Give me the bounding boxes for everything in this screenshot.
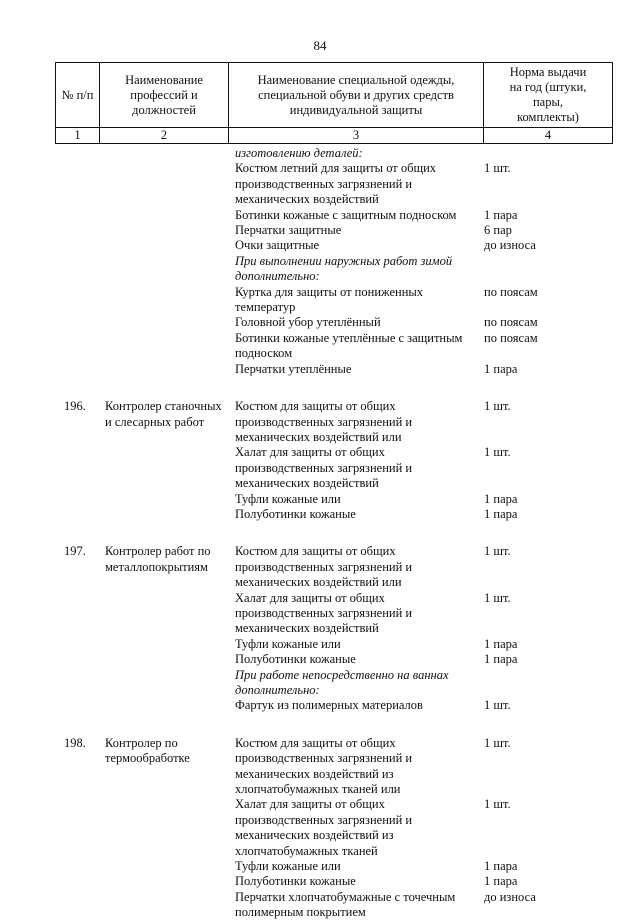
header-profession: Наименование профессий и должностей <box>100 63 229 128</box>
issue-norm: 1 шт. <box>484 445 511 460</box>
equipment-item <box>229 890 612 921</box>
equipment-name: Головной убор утеплённый <box>235 315 381 330</box>
table-row <box>55 544 612 713</box>
equipment-name: Перчатки защитные <box>235 223 342 238</box>
issue-norm: по поясам <box>484 330 538 345</box>
table-row <box>55 736 612 921</box>
issue-norm: 1 шт. <box>484 797 511 812</box>
equipment-list <box>229 399 612 522</box>
issue-norm: до износа <box>484 238 536 253</box>
equipment-name: Фартук из полимерных материалов <box>235 698 423 713</box>
row-spacer <box>55 714 612 736</box>
column-number-3: 3 <box>229 128 484 144</box>
profession-name: Контролер работ по металлопокрытиям <box>105 544 211 574</box>
equipment-item <box>229 362 612 377</box>
row-number: 197. <box>64 544 86 559</box>
issue-norm: 1 шт. <box>484 161 511 176</box>
issue-norm <box>481 668 612 699</box>
equipment-name: Костюм для защиты от общих производственных загрязнений и механических воздействий или <box>235 544 413 590</box>
condition-note: изготовлению деталей: <box>235 146 363 160</box>
equipment-list <box>229 146 612 377</box>
equipment-item <box>229 331 612 362</box>
equipment-item <box>229 399 612 445</box>
row-spacer <box>55 377 612 399</box>
equipment-item <box>229 223 612 238</box>
issue-norm: 1 шт. <box>484 399 511 414</box>
issue-norm: 6 пар <box>484 223 512 238</box>
equipment-item <box>229 874 612 889</box>
equipment-name: Полуботинки кожаные <box>235 652 356 667</box>
issue-norm: 1 пара <box>484 361 518 376</box>
equipment-name: Халат для защиты от общих производственных загрязнений и механических воздействий из хлопчатобумажных тканей <box>235 797 413 858</box>
equipment-name: Куртка для защиты от пониженных температур <box>235 284 424 315</box>
table-body <box>55 146 612 921</box>
equipment-item <box>229 652 612 667</box>
issue-norm: до износа <box>484 889 536 904</box>
equipment-name: Туфли кожаные или <box>235 636 341 651</box>
issue-norm: 1 шт. <box>484 590 511 605</box>
equipment-name: Туфли кожаные или <box>235 491 341 506</box>
equipment-item <box>229 698 612 713</box>
equipment-item <box>229 161 612 207</box>
row-number: 198. <box>64 735 86 750</box>
equipment-item <box>229 254 612 285</box>
issue-norm: 1 шт. <box>484 735 511 750</box>
equipment-item <box>229 238 612 253</box>
equipment-item <box>229 797 612 859</box>
equipment-item <box>229 859 612 874</box>
equipment-name: Халат для защиты от общих производственных загрязнений и механических воздействий <box>235 590 413 636</box>
equipment-name: Перчатки хлопчатобумажные с точечным полимерным покрытием <box>235 889 456 920</box>
table-row <box>55 399 612 522</box>
equipment-item <box>229 736 612 798</box>
equipment-list <box>229 736 612 921</box>
equipment-name: Ботинки кожаные утеплённые с защитным подноском <box>235 330 463 361</box>
issue-norm: 1 пара <box>484 859 518 874</box>
column-number-2: 2 <box>100 128 229 144</box>
equipment-item <box>229 544 612 590</box>
continuation-block <box>55 146 612 377</box>
equipment-name: Туфли кожаные или <box>235 859 341 874</box>
equipment-name: Очки защитные <box>235 238 320 253</box>
equipment-name: Ботинки кожаные с защитным подноском <box>235 207 457 222</box>
issue-norm: по поясам <box>484 284 538 299</box>
profession-name: Контролер по термообработке <box>105 735 190 766</box>
page-number: 84 <box>313 38 327 53</box>
issue-norm <box>481 146 612 161</box>
issue-norm: 1 пара <box>484 874 518 889</box>
equipment-item <box>229 492 612 507</box>
header-equipment: Наименование специальной одежды, специальной обуви и других средств индивидуальной защиты <box>229 63 484 128</box>
issue-norm: 1 пара <box>484 636 518 651</box>
equipment-item <box>229 668 612 699</box>
row-spacer <box>55 522 612 544</box>
condition-note: При работе непосредственно на ваннах дополнительно: <box>235 667 449 697</box>
profession-name: Контролер станочных и слесарных работ <box>105 399 222 429</box>
equipment-item <box>229 208 612 223</box>
issue-norm: 1 шт. <box>484 698 511 713</box>
equipment-item <box>229 285 612 316</box>
column-number-4: 4 <box>484 128 613 144</box>
condition-note: При выполнении наружных работ зимой дополнительно: <box>235 253 453 284</box>
equipment-name: Костюм летний для защиты от общих производственных загрязнений и механических воздействий <box>235 161 437 207</box>
header-norm: Норма выдачи на год (штуки, пары, комплекты) <box>484 63 613 128</box>
row-number: 196. <box>64 399 86 414</box>
issue-norm: 1 пара <box>484 207 518 222</box>
equipment-name: Костюм для защиты от общих производственных загрязнений и механических воздействий или <box>235 399 413 444</box>
equipment-item <box>229 507 612 522</box>
column-number-1: 1 <box>56 128 100 144</box>
equipment-name: Халат для защиты от общих производственных загрязнений и механических воздействий <box>235 445 413 491</box>
equipment-item <box>229 146 612 161</box>
issue-norm: 1 пара <box>484 491 518 506</box>
equipment-item <box>229 315 612 330</box>
equipment-name: Перчатки утеплённые <box>235 361 352 376</box>
equipment-name: Полуботинки кожаные <box>235 506 356 521</box>
issue-norm: 1 шт. <box>484 544 511 559</box>
equipment-list <box>229 544 612 713</box>
table-header <box>55 62 613 144</box>
equipment-item <box>229 591 612 637</box>
issue-norm: по поясам <box>484 315 538 330</box>
equipment-name: Костюм для защиты от общих производственных загрязнений и механических воздействий из хлопчатобумажных тканей или <box>235 735 413 797</box>
equipment-item <box>229 445 612 491</box>
header-number: № п/п <box>56 63 100 128</box>
equipment-name: Полуботинки кожаные <box>235 874 356 889</box>
issue-norm <box>481 254 612 285</box>
issue-norm: 1 пара <box>484 652 518 667</box>
issue-norm: 1 пара <box>484 506 518 521</box>
equipment-item <box>229 637 612 652</box>
